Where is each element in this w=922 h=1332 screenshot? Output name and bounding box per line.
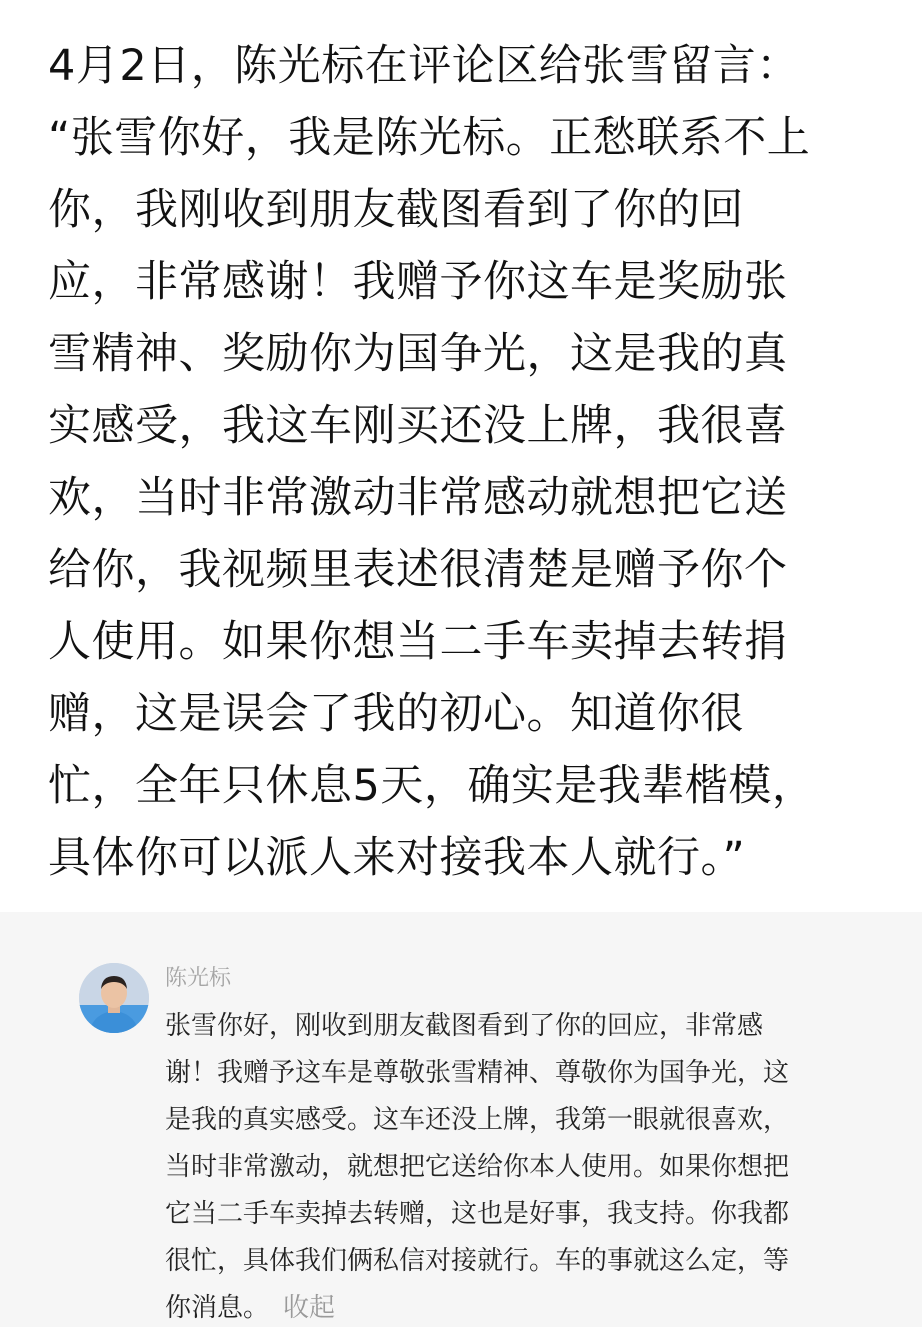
comment-line: 当时非常激动，就想把它送给你本人使用。如果你想把 bbox=[165, 1152, 790, 1182]
article-line: 你，我刚收到朋友截图看到了你的回 bbox=[48, 185, 744, 235]
comment-line: 很忙，具体我们俩私信对接就行。车的事就这么定，等 bbox=[165, 1246, 790, 1276]
comment-line: 是我的真实感受。这车还没上牌，我第一眼就很喜欢， bbox=[165, 1105, 790, 1135]
comment-last-text: 你消息。 bbox=[165, 1293, 270, 1323]
comment-line-last bbox=[165, 1285, 865, 1332]
article-line: 雪精神、奖励你为国争光，这是我的真 bbox=[48, 329, 788, 379]
article-line: 应，非常感谢！我赠予你这车是奖励张 bbox=[48, 257, 788, 307]
article-text bbox=[48, 30, 878, 894]
comment-line: 它当二手车卖掉去转赠，这也是好事，我支持。你我都 bbox=[165, 1199, 790, 1229]
article-line: 欢，当时非常激动非常感动就想把它送 bbox=[48, 473, 788, 523]
article-line: 实感受，我这车刚买还没上牌，我很喜 bbox=[48, 401, 788, 451]
article-line: 具体你可以派人来对接我本人就行。” bbox=[48, 833, 746, 883]
article-line: “张雪你好，我是陈光标。正愁联系不上 bbox=[48, 113, 811, 163]
person-avatar-icon[interactable] bbox=[79, 963, 149, 1033]
article-line: 给你，我视频里表述很清楚是赠予你个 bbox=[48, 545, 788, 595]
collapse-link[interactable]: 收起 bbox=[283, 1293, 336, 1323]
article-line: 赠，这是误会了我的初心。知道你很 bbox=[48, 689, 744, 739]
comment-line: 谢！我赠予这车是尊敬张雪精神、尊敬你为国争光，这 bbox=[165, 1058, 790, 1088]
comment-line: 张雪你好，刚收到朋友截图看到了你的回应，非常感 bbox=[165, 1011, 764, 1041]
article-line: 人使用。如果你想当二手车卖掉去转捐 bbox=[48, 617, 788, 667]
article-line: 4月2日，陈光标在评论区给张雪留言： bbox=[48, 41, 800, 91]
comment-author-name[interactable]: 陈光标 bbox=[165, 966, 232, 991]
comment-body bbox=[165, 1003, 865, 1332]
article-line: 忙，全年只休息5天，确实是我辈楷模， bbox=[48, 761, 816, 811]
